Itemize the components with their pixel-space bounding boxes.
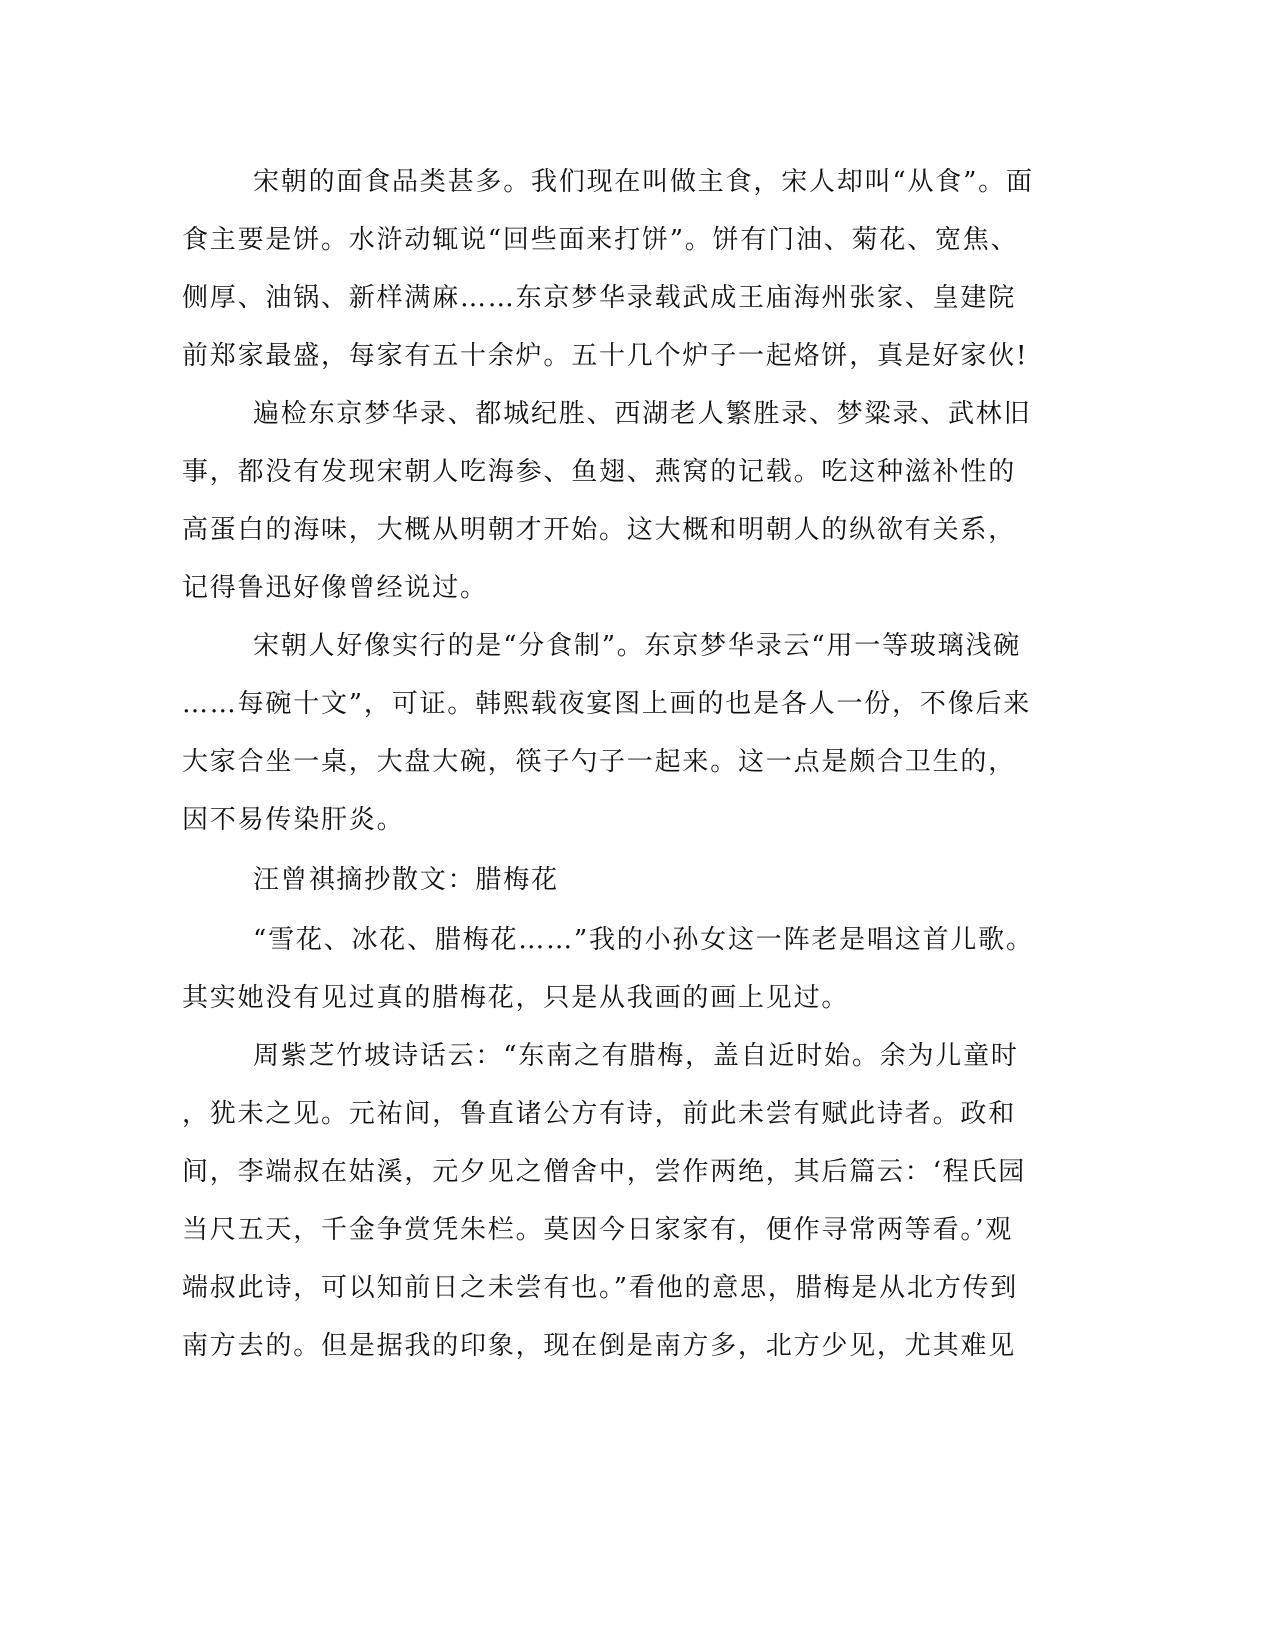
text-line: 前郑家最盛，每家有五十余炉。五十几个炉子一起烙饼，真是好家伙! bbox=[182, 341, 1029, 371]
text-line: 南方去的。但是据我的印象，现在倒是南方多，北方少见，尤其难见 bbox=[182, 1331, 1017, 1361]
text-line: 当尺五天，千金争赏凭朱栏。莫因今日家家有，便作寻常两等看。’观 bbox=[182, 1215, 1014, 1245]
text-line: “雪花、冰花、腊梅花……”我的小孙女这一阵老是唱这首儿歌。 bbox=[253, 925, 1034, 955]
paragraph-separate-dining bbox=[182, 617, 1032, 849]
text-line: 食主要是饼。水浒动辄说“回些面来打饼”。饼有门油、菊花、宽焦、 bbox=[182, 225, 1019, 255]
text-line: 其实她没有见过真的腊梅花，只是从我画的画上见过。 bbox=[182, 983, 850, 1013]
text-line: 侧厚、油锅、新样满麻……东京梦华录载武成王庙海州张家、皇建院 bbox=[182, 283, 1017, 313]
text-line: 间，李端叔在姑溪，元夕见之僧舍中，尝作两绝，其后篇云：‘程氏园 bbox=[182, 1157, 1027, 1187]
paragraph-song-pastry bbox=[182, 153, 1032, 385]
text-line: 高蛋白的海味，大概从明朝才开始。这大概和明朝人的纵欲有关系， bbox=[182, 515, 1017, 545]
section-heading bbox=[182, 849, 1032, 911]
paragraph-poetry-quote bbox=[182, 1027, 1032, 1375]
text-line: 端叔此诗，可以知前日之未尝有也。”看他的意思，腊梅是从北方传到 bbox=[182, 1273, 1019, 1303]
paragraph-seafood bbox=[182, 385, 1032, 617]
text-line: 因不易传染肝炎。 bbox=[182, 805, 405, 835]
heading-text: 汪曾祺摘抄散文：腊梅花 bbox=[253, 865, 559, 895]
text-line: 事，都没有发现宋朝人吃海参、鱼翅、燕窝的记载。吃这种滋补性的 bbox=[182, 457, 1017, 487]
text-line: ……每碗十文”，可证。韩熙载夜宴图上画的也是各人一份，不像后来 bbox=[182, 689, 1032, 719]
text-line: 周紫芝竹坡诗话云：“东南之有腊梅，盖自近时始。余为儿童时 bbox=[253, 1041, 1019, 1071]
text-line: 记得鲁迅好像曾经说过。 bbox=[182, 573, 488, 603]
text-line: 宋朝的面食品类甚多。我们现在叫做主食，宋人却叫“从食”。面 bbox=[253, 167, 1034, 197]
paragraph-wintersweet-song bbox=[182, 911, 1032, 1027]
text-line: 大家合坐一桌，大盘大碗，筷子勺子一起来。这一点是颇合卫生的， bbox=[182, 747, 1017, 777]
document-page bbox=[182, 153, 1032, 1375]
text-line: 遍检东京梦华录、都城纪胜、西湖老人繁胜录、梦粱录、武林旧 bbox=[253, 399, 1032, 429]
text-line: ，犹未之见。元祐间，鲁直诸公方有诗，前此未尝有赋此诗者。政和 bbox=[182, 1099, 1017, 1129]
text-line: 宋朝人好像实行的是“分食制”。东京梦华录云“用一等玻璃浅碗 bbox=[253, 631, 1022, 661]
